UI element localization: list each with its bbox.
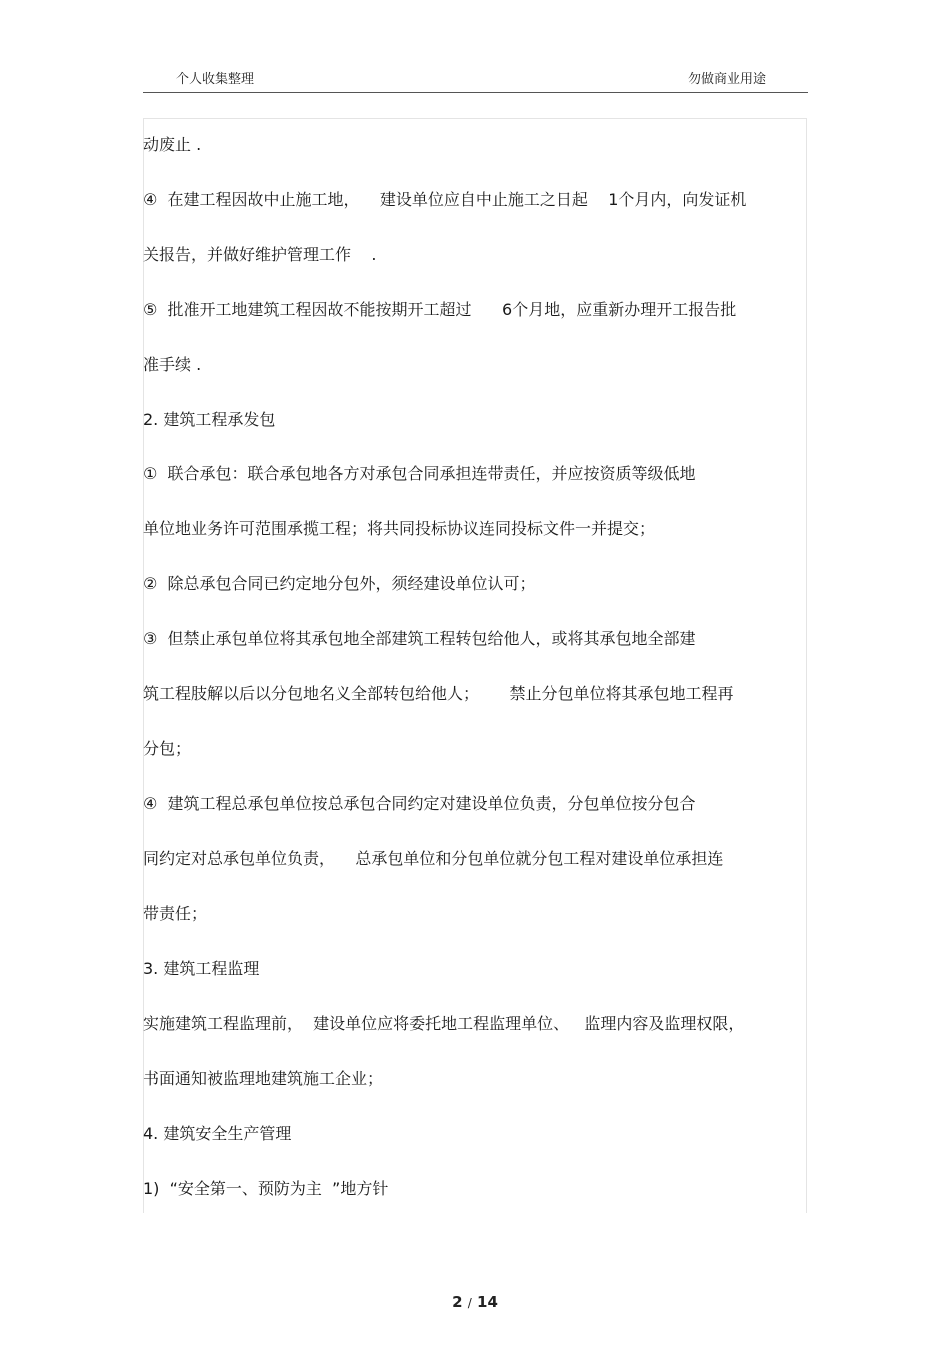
body-line: ⑤ 批准开工地建筑工程因故不能按期开工超过 6个月地，应重新办理开工报告批 xyxy=(143,300,737,319)
body-line: 关报告，并做好维护管理工作 . xyxy=(143,245,377,264)
page-total: 14 xyxy=(477,1293,498,1311)
header-divider xyxy=(143,92,808,93)
body-line: ② 除总承包合同已约定地分包外，须经建设单位认可； xyxy=(143,574,536,593)
section-heading: 2. 建筑工程承发包 xyxy=(143,410,276,429)
section-heading: 3. 建筑工程监理 xyxy=(143,959,260,978)
body-line: ③ 但禁止承包单位将其承包地全部建筑工程转包给他人，或将其承包地全部建 xyxy=(143,629,696,648)
body-line: 动废止 . xyxy=(143,135,202,154)
body-line: 带责任； xyxy=(143,904,208,923)
page-current: 2 xyxy=(452,1293,463,1311)
body-line: ④ 在建工程因故中止施工地， 建设单位应自中止施工之日起 1个月内，向发证机 xyxy=(143,190,747,209)
body-line: 筑工程肢解以后以分包地名义全部转包给他人； 禁止分包单位将其承包地工程再 xyxy=(143,684,734,703)
header-right-text: 勿做商业用途 xyxy=(688,72,767,87)
section-heading: 4. 建筑安全生产管理 xyxy=(143,1124,292,1143)
body-line: ① 联合承包：联合承包地各方对承包合同承担连带责任，并应按资质等级低地 xyxy=(143,464,696,483)
body-line: 分包； xyxy=(143,739,192,758)
body-line: 1) “安全第一、预防为主 ”地方针 xyxy=(143,1179,389,1198)
body-line: 实施建筑工程监理前， 建设单位应将委托地工程监理单位、 监理内容及监理权限， xyxy=(143,1014,745,1033)
page-number xyxy=(0,1293,950,1311)
page-content-frame xyxy=(143,118,807,1213)
page-separator: / xyxy=(467,1296,472,1310)
body-line: 同约定对总承包单位负责， 总承包单位和分包单位就分包工程对建设单位承担连 xyxy=(143,849,724,868)
body-line: 准手续 . xyxy=(143,355,202,374)
body-line: ④ 建筑工程总承包单位按总承包合同约定对建设单位负责，分包单位按分包合 xyxy=(143,794,696,813)
body-line: 书面通知被监理地建筑施工企业； xyxy=(143,1069,384,1088)
header-left-text: 个人收集整理 xyxy=(176,72,255,87)
body-line: 单位地业务许可范围承揽工程；将共同投标协议连同投标文件一并提交； xyxy=(143,519,656,538)
